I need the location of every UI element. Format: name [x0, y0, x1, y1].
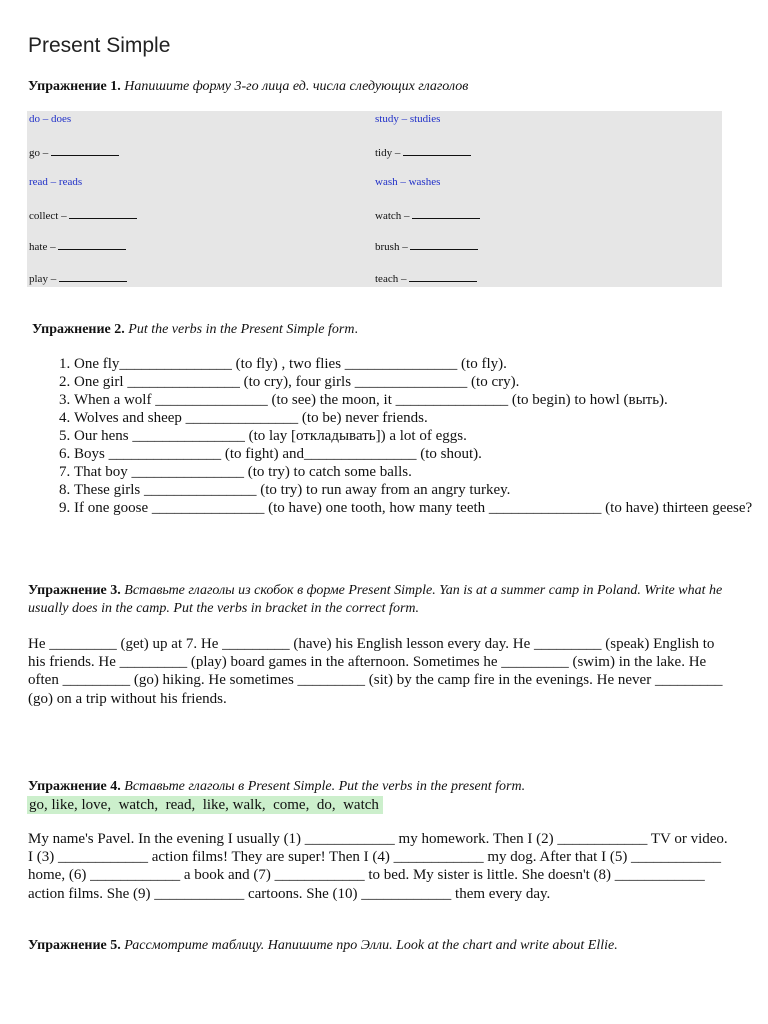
ex1-cell-left: play –	[29, 270, 127, 286]
ex1-cell-left: collect –	[29, 207, 137, 223]
exercise-4-word-bank: go, like, love, watch, read, like, walk, come, do, watch	[27, 796, 383, 814]
ex1-cell-right: watch –	[375, 207, 480, 223]
ex1-cell-right: study – studies	[375, 113, 441, 125]
exercise-1-instruction: Напишите форму 3-го лица ед. числа следующих глаголов	[124, 79, 469, 94]
exercise-2-list	[28, 355, 768, 517]
ex1-cell-right: brush –	[375, 238, 478, 254]
exercise-5-label: Упражнение 5.	[28, 938, 121, 953]
answer-blank[interactable]	[409, 270, 477, 282]
exercise-2-heading: Упражнение 2. Put the verbs in the Present Simple form.	[32, 322, 358, 337]
exercise-2-instruction: Put the verbs in the Present Simple form	[128, 322, 355, 337]
answer-blank[interactable]	[410, 238, 478, 250]
exercise-2-item: 9. If one goose _______________ (to have) one tooth, how many teeth _______________ (to have) thirteen geese?	[74, 499, 768, 517]
exercise-3-text: He _________ (get) up at 7. He _________ (have) his English lesson every day. He _________ (speak) English to his friends. He _________ (play) board games in the afternoon. Sometimes he _________ (swim) in the lake. He often _________ (go) hiking. He sometimes _________ (sit) by the camp fire in the evenings. He never _________ (go) on a trip without his friends.	[28, 636, 723, 707]
exercise-4-text: My name's Pavel. In the evening I usually (1) ____________ my homework. Then I (2) ____________ TV or video. I (3) ____________ action films! They are super! Then I (4) ____________ my dog. After that I (5) ____________ home, (6) ____________ a book and (7) ____________ to bed. My sister is little. She doesn't (8) ____________ action films. She (9) ____________ cartoons. She (10) ____________ them every day.	[28, 831, 728, 902]
exercise-4-instruction: Вставьте глаголы в Present Simple. Put the verbs in the present form.	[124, 779, 526, 794]
answer-blank[interactable]	[403, 144, 471, 156]
exercise-2-item: 5. Our hens _______________ (to lay [откладывать]) a lot of eggs.	[74, 427, 768, 445]
ex1-cell-right: teach –	[375, 270, 477, 286]
exercise-3-heading	[28, 582, 743, 618]
ex1-cell-left: read – reads	[29, 176, 83, 188]
exercise-3-label: Упражнение 3.	[28, 583, 121, 598]
exercise-5-instruction: Рассмотрите таблицу. Напишите про Элли. Look at the chart and write about Ellie.	[124, 938, 618, 953]
exercise-2-label: Упражнение 2.	[32, 322, 125, 337]
exercise-2-item: 1. One fly_______________ (to fly) , two flies _______________ (to fly).	[74, 355, 768, 373]
exercise-4-heading	[28, 778, 748, 796]
exercise-4-label: Упражнение 4.	[28, 779, 121, 794]
exercise-1-heading	[28, 78, 748, 96]
exercise-3-instruction: Вставьте глаголы из скобок в форме Present Simple. Yan is at a summer camp in Poland. Write what he usually does in the camp. Put the verbs in bracket in the correct form.	[28, 583, 723, 616]
answer-blank[interactable]	[59, 270, 127, 282]
exercise-2-item: 7. That boy _______________ (to try) to catch some balls.	[74, 463, 768, 481]
exercise-2-item: 2. One girl _______________ (to cry), four girls _______________ (to cry).	[74, 373, 768, 391]
answer-blank[interactable]	[51, 144, 119, 156]
answer-blank[interactable]	[69, 207, 137, 219]
exercise-2-item: 8. These girls _______________ (to try) to run away from an angry turkey.	[74, 481, 768, 499]
ex1-cell-right: wash – washes	[375, 176, 441, 188]
ex1-cell-left: do – does	[29, 113, 72, 125]
exercise-5-heading	[28, 937, 748, 955]
answer-blank[interactable]	[58, 238, 126, 250]
ex1-cell-right: tidy –	[375, 144, 471, 160]
ex1-cell-left: hate –	[29, 238, 126, 254]
ex1-cell-left: go –	[29, 144, 119, 160]
page-title: Present Simple	[28, 34, 171, 57]
exercise-1-table	[27, 111, 722, 287]
exercise-2-item: 3. When a wolf _______________ (to see) the moon, it _______________ (to begin) to howl (выть).	[74, 391, 768, 409]
answer-blank[interactable]	[412, 207, 480, 219]
exercise-2-item: 4. Wolves and sheep _______________ (to be) never friends.	[74, 409, 768, 427]
exercise-1-label: Упражнение 1.	[28, 79, 121, 94]
exercise-2-item: 6. Boys _______________ (to fight) and_______________ (to shout).	[74, 445, 768, 463]
